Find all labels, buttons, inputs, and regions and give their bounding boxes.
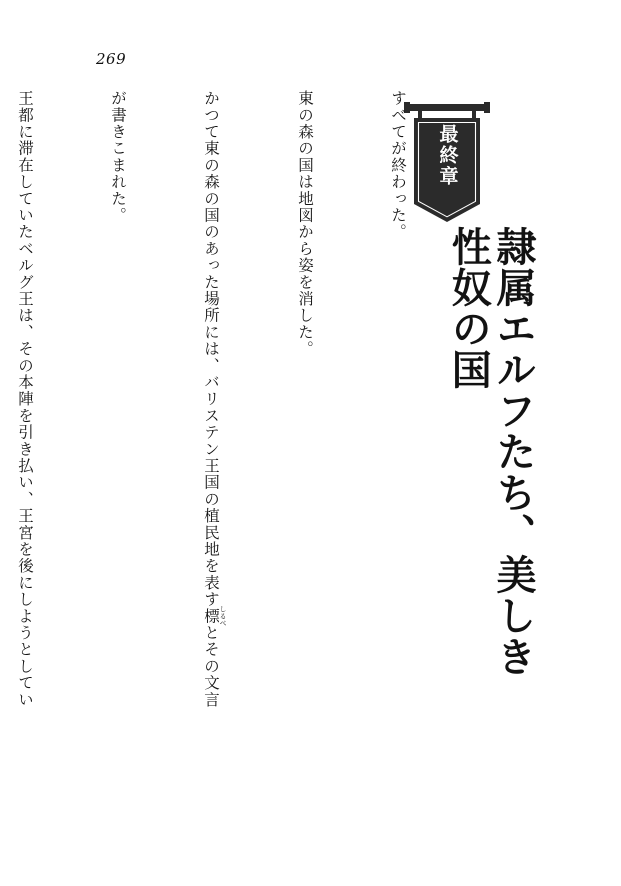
body-text xyxy=(16,90,475,820)
body-line: が書きこまれた。 xyxy=(109,90,127,224)
body-line: すべてが終わった。 xyxy=(389,90,407,241)
body-line: 東の森の国は地図から姿を消した。 xyxy=(296,90,314,358)
chapter-title: 隷属エルフたち、美しき性奴の国 xyxy=(445,226,537,677)
page-number: 269 xyxy=(96,50,127,68)
body-line: 王都に滞在していたベルグ王は、その本陣を引き払い、王宮を後にしようとしてい xyxy=(16,90,34,708)
chapter-banner-text: 最終章 xyxy=(436,124,459,187)
body-line: かつて東の森の国のあった場所には、バリステン王国の植民地を表す標 しるべとその文言 xyxy=(202,90,227,708)
ruby-annotation: 標 しるべ xyxy=(202,605,227,627)
